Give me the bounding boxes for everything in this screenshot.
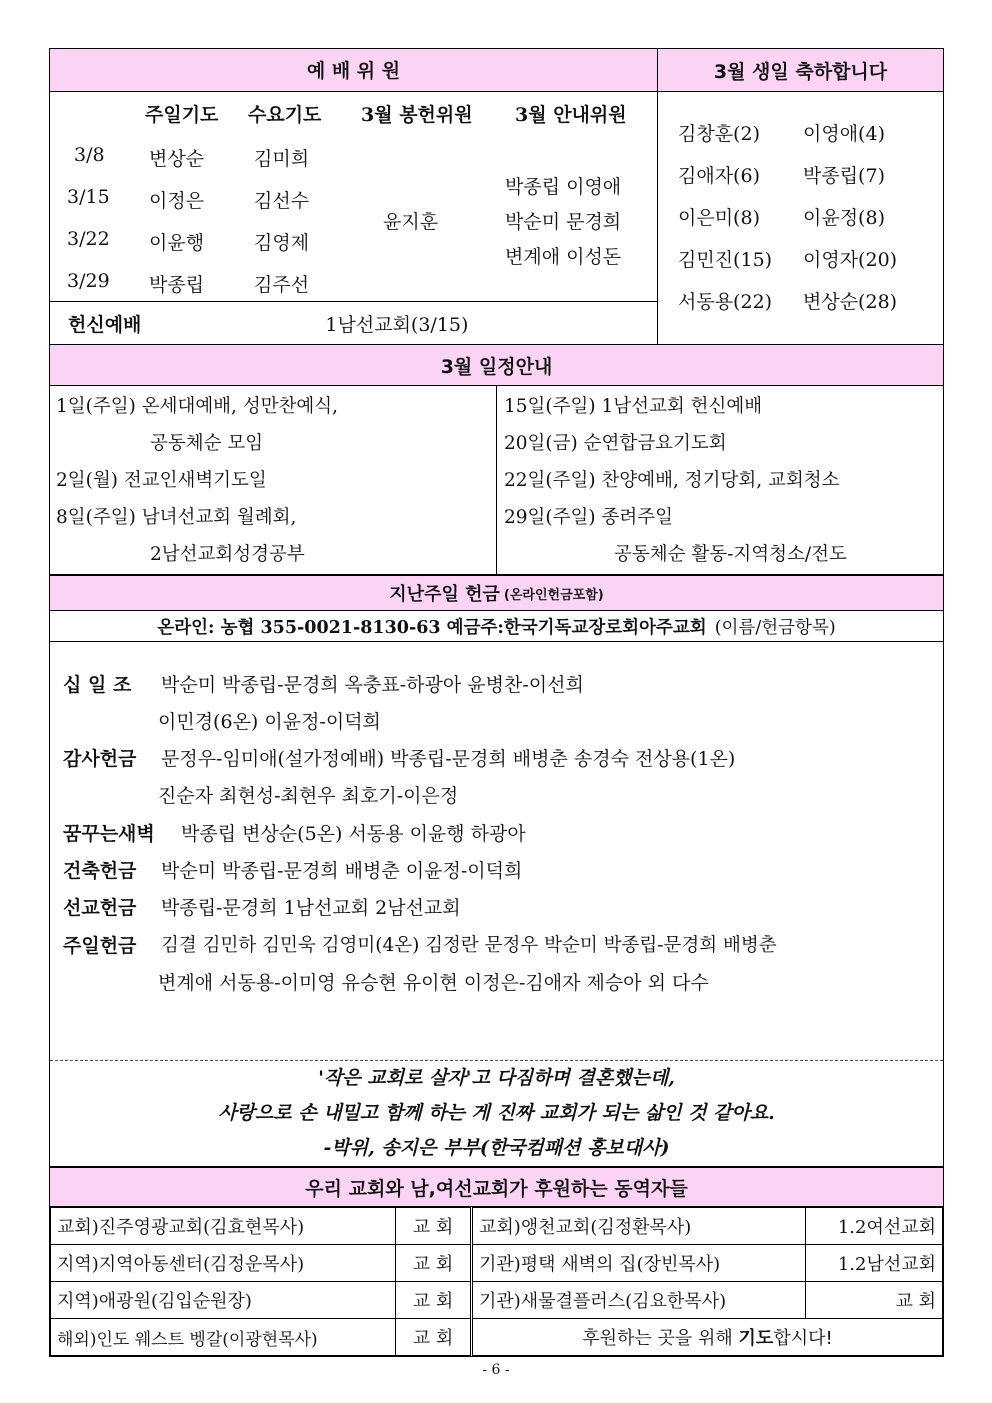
dedication-label: 헌신예배 [68, 313, 142, 336]
offering-names: 이민경(6온) 이윤정-이덕희 [158, 711, 381, 733]
schedule-item: 22일(주일) 찬양예배, 정기당회, 교회청소 [504, 470, 840, 491]
birthday-title: 3월 생일 축하합니다 [658, 49, 943, 92]
supporter-name: 지역)지역아동센터(김정운목사) [51, 1245, 396, 1282]
table-row [51, 1208, 943, 1245]
quote-block [50, 1061, 943, 1166]
schedule-left-column [50, 386, 497, 574]
supporter-name: 기관)평택 새벽의 집(장빈목사) [472, 1245, 806, 1282]
supporter-name: 해외)인도 웨스트 벵갈(이광현목사) [51, 1319, 396, 1356]
usher-pair: 박순미 문경희 [505, 210, 622, 233]
supporter-name: 교회)진주영광교회(김효현목사) [51, 1208, 396, 1245]
birthday-list [658, 92, 943, 344]
birthday-entry: 서동용(22) [678, 291, 773, 313]
schedule-section [49, 345, 944, 575]
birthday-entry: 박종립(7) [803, 165, 885, 187]
usher-pair: 변계애 이성돈 [505, 245, 622, 268]
supporter-sponsor: 교 회 [396, 1282, 472, 1319]
bank-account-row [50, 611, 943, 642]
date-cell: 3/15 [67, 185, 110, 208]
table-row [51, 1282, 943, 1319]
quote-line: 사랑으로 손 내밀고 함께 하는 게 진짜 교회가 되는 삶인 것 같아요. [218, 1102, 775, 1124]
supporter-sponsor: 교 회 [396, 1245, 472, 1282]
date-cell: 3/8 [74, 143, 105, 166]
birthday-entry: 김민진(15) [678, 249, 773, 271]
offering-label-tithe: 십 일 조 [63, 674, 132, 696]
wednesday-prayer-cell: 김주선 [254, 273, 310, 296]
offering-title-note: (온라인헌금포함) [503, 587, 604, 603]
prayer-text-end: 합시다! [773, 1328, 833, 1349]
offering-label-building: 건축헌금 [63, 860, 137, 882]
offering-names: 박순미 박종립-문경희 옥충표-하광아 윤병찬-이선희 [161, 674, 584, 696]
birthday-entry: 이윤정(8) [803, 207, 885, 229]
schedule-item: 1일(주일) 온세대예배, 성만찬예식, [56, 396, 339, 417]
supporter-sponsor: 교 회 [396, 1208, 472, 1245]
birthday-entry: 김애자(6) [678, 165, 760, 187]
offering-title-bar [50, 576, 943, 611]
table-row [51, 1319, 943, 1356]
offering-names: 문정우-임미애(설가정예배) 박종립-문경희 배병춘 송경숙 전상용(1온) [161, 748, 736, 770]
dedication-value: 1남선교회(3/15) [325, 313, 469, 336]
offering-label-mission: 선교헌금 [63, 897, 137, 919]
sunday-prayer-cell: 변상순 [149, 147, 205, 170]
sunday-prayer-cell: 박종립 [149, 273, 205, 296]
worship-schedule [50, 92, 657, 302]
offering-names: 박순미 박종립-문경희 배병춘 이윤정-이덕희 [161, 860, 523, 882]
bank-account-info: 온라인: 농협 355-0021-8130-63 예금주:한국기독교장로회아주교회 [157, 617, 707, 638]
supporter-sponsor: 교 회 [396, 1319, 472, 1356]
offering-label-dawn: 꿈꾸는새벽 [63, 823, 155, 845]
schedule-item: 공동체순 모임 [150, 433, 264, 454]
schedule-item: 20일(금) 순연합금요기도회 [504, 433, 727, 454]
sunday-prayer-cell: 이정은 [149, 189, 205, 212]
supporter-sponsor: 1.2여선교회 [806, 1208, 943, 1245]
prayer-message [472, 1319, 943, 1356]
offering-names: 김결 김민하 김민욱 김영미(4온) 김정란 문정우 박순미 박종립-문경희 배병춘 [161, 935, 777, 956]
dedication-service-row [50, 302, 657, 344]
table-row [51, 1245, 943, 1282]
supporter-name: 기관)새물결플러스(김요한목사) [472, 1282, 806, 1319]
schedule-item: 29일(주일) 종려주일 [504, 507, 673, 528]
schedule-item: 15일(주일) 1남선교회 헌신예배 [504, 396, 763, 417]
prayer-text: 후원하는 곳을 위해 [582, 1328, 739, 1349]
schedule-item: 8일(주일) 남녀선교회 월례회, [56, 507, 297, 528]
quote-attribution: -박위, 송지은 부부(한국컴패션 홍보대사) [323, 1137, 670, 1159]
date-cell: 3/22 [67, 227, 110, 250]
birthday-entry: 이영자(20) [803, 249, 898, 271]
col-header-offering: 3월 봉헌위원 [361, 103, 473, 126]
offering-member: 윤지훈 [383, 210, 439, 233]
col-header-sunday-prayer: 주일기도 [145, 103, 219, 126]
page-number: - 6 - [482, 1362, 510, 1378]
usher-pair: 박종립 이영애 [505, 175, 622, 198]
supporters-title: 우리 교회와 남,여선교회가 후원하는 동역자들 [50, 1168, 943, 1207]
offering-section [49, 575, 944, 1167]
birthday-panel [658, 49, 943, 344]
supporter-name: 지역)애광원(김입순원장) [51, 1282, 396, 1319]
offering-list [50, 642, 943, 1061]
schedule-item: 2일(월) 전교인새벽기도일 [56, 470, 267, 491]
offering-names: 변계애 서동용-이미영 유승현 유이현 이정은-김애자 제승아 외 다수 [158, 972, 709, 994]
worship-committee-panel [50, 49, 658, 344]
date-cell: 3/29 [67, 269, 110, 292]
bank-account-note: (이름/헌금항목) [714, 617, 836, 638]
offering-names: 박종립 변상순(5온) 서동용 이윤행 하광아 [181, 823, 526, 845]
birthday-entry: 이영애(4) [803, 123, 885, 145]
supporter-name: 교회)앵천교회(김정환목사) [472, 1208, 806, 1245]
birthday-entry: 변상순(28) [803, 291, 898, 313]
supporters-section [49, 1167, 944, 1357]
schedule-body [50, 386, 943, 574]
offering-label-sunday: 주일헌금 [63, 935, 137, 957]
worship-section [49, 48, 944, 345]
supporters-table [50, 1207, 943, 1356]
worship-committee-title: 예 배 위 원 [50, 49, 657, 92]
schedule-item: 공동체순 활동-지역청소/전도 [614, 544, 847, 565]
birthday-entry: 김창훈(2) [678, 123, 760, 145]
prayer-emphasis: 기도 [738, 1328, 774, 1349]
offering-names: 진순자 최현성-최현우 최호기-이은정 [158, 785, 459, 807]
schedule-item: 2남선교회성경공부 [150, 544, 305, 565]
offering-title: 지난주일 헌금 [389, 584, 500, 605]
offering-names: 박종립-문경희 1남선교회 2남선교회 [161, 897, 461, 919]
supporter-sponsor: 1.2남선교회 [806, 1245, 943, 1282]
wednesday-prayer-cell: 김선수 [254, 189, 310, 212]
birthday-entry: 이은미(8) [678, 207, 760, 229]
schedule-right-column [497, 386, 943, 574]
col-header-ushers: 3월 안내위원 [515, 103, 627, 126]
quote-line: '작은 교회로 살자'고 다짐하며 결혼했는데, [318, 1067, 675, 1089]
wednesday-prayer-cell: 김미희 [254, 147, 310, 170]
supporter-sponsor: 교 회 [806, 1282, 943, 1319]
schedule-title: 3월 일정안내 [50, 345, 943, 386]
sunday-prayer-cell: 이윤행 [149, 231, 205, 254]
offering-label-thanks: 감사헌금 [63, 748, 137, 770]
wednesday-prayer-cell: 김영제 [254, 231, 310, 254]
col-header-wednesday-prayer: 수요기도 [248, 103, 322, 126]
